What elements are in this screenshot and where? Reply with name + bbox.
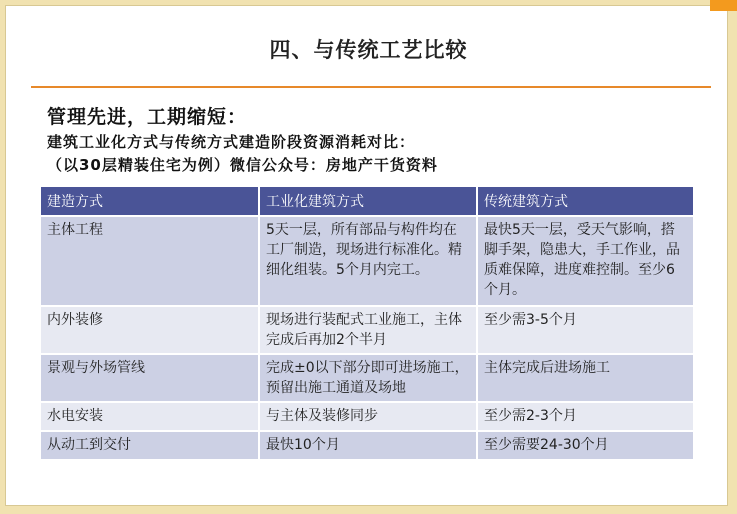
header-cell: 传统建筑方式 xyxy=(477,186,694,216)
table-cell: 至少需2-3个月 xyxy=(477,402,694,431)
table-row xyxy=(40,306,694,354)
table-cell: 水电安装 xyxy=(40,402,259,431)
table-cell: 主体工程 xyxy=(40,216,259,306)
table-row xyxy=(40,431,694,460)
table-cell: 至少需3-5个月 xyxy=(477,306,694,354)
subtitle-line-1: 建筑工业化方式与传统方式建造阶段资源消耗对比： xyxy=(47,133,416,151)
corner-accent xyxy=(710,0,737,11)
table-cell: 现场进行装配式工业施工，主体完成后再加2个半月 xyxy=(259,306,477,354)
table-cell: 主体完成后进场施工 xyxy=(477,354,694,402)
table-row xyxy=(40,216,694,306)
table-row xyxy=(40,354,694,402)
table-header-row xyxy=(40,186,694,216)
table-cell: 从动工到交付 xyxy=(40,431,259,460)
table-cell: 5天一层，所有部品与构件均在工厂制造，现场进行标准化。精细化组装。5个月内完工。 xyxy=(259,216,477,306)
table-cell: 最快5天一层，受天气影响，搭脚手架，隐患大，手工作业，品质难保障，进度难控制。至少6个月。 xyxy=(477,216,694,306)
table-cell: 景观与外场管线 xyxy=(40,354,259,402)
table-cell: 完成±0以下部分即可进场施工，预留出施工通道及场地 xyxy=(259,354,477,402)
table-row xyxy=(40,402,694,431)
header-cell: 工业化建筑方式 xyxy=(259,186,477,216)
table-cell: 与主体及装修同步 xyxy=(259,402,477,431)
table-cell: 内外装修 xyxy=(40,306,259,354)
comparison-table xyxy=(39,185,695,461)
slide-title: 四、与传统工艺比较 xyxy=(269,38,468,62)
table-cell: 最快10个月 xyxy=(259,431,477,460)
subtitle-line-2: （以30层精装住宅为例）微信公众号：房地产干货资料 xyxy=(47,156,438,174)
section-heading: 管理先进，工期缩短： xyxy=(47,106,248,128)
header-cell: 建造方式 xyxy=(40,186,259,216)
title-divider xyxy=(31,86,711,88)
table-cell: 至少需要24-30个月 xyxy=(477,431,694,460)
